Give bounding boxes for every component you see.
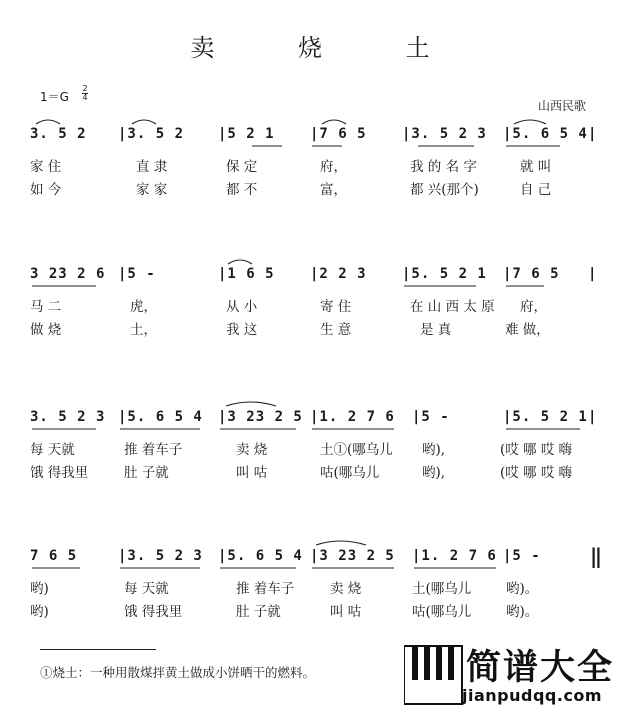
notes-2-3: |1 6 5 [218, 266, 275, 282]
notes-2-4: |2 2 3 [310, 266, 367, 282]
notes-4-3: |5. 6 5 4 [218, 548, 303, 564]
notes-1-2: |3. 5 2 [118, 126, 185, 142]
song-source: 山西民歌 [538, 99, 587, 113]
notes-1-1: 3. 5 2 [30, 126, 87, 142]
lyric-2-2-2: 土， [130, 322, 157, 338]
lyric-4-2-2: 饿 得我里 [124, 604, 183, 620]
notes-3-6: |5. 5 2 1 [503, 409, 588, 425]
lyric-1-2-2: 家 家 [136, 182, 168, 198]
lyric-3-2-1: 饿 得我里 [30, 465, 89, 481]
lyric-3-1-3: 卖 烧 [236, 442, 268, 458]
lyric-3-1-1: 每 天就 [30, 442, 75, 458]
lyric-4-1-5: 土(哪乌儿 [412, 581, 472, 597]
slur [228, 260, 252, 264]
notes-4-1: 7 6 5 [30, 548, 78, 564]
lyric-3-1-6: (哎 哪 哎 嗨 [500, 442, 573, 458]
lyric-4-2-5: 咕(哪乌儿 [412, 604, 472, 620]
lyric-4-1-3: 推 着车子 [236, 581, 295, 597]
lyric-1-1-4: 府， [320, 159, 347, 175]
slur [316, 541, 366, 545]
watermark-brand: 简谱大全 [466, 648, 615, 688]
notes-1-3: |5 2 1 [218, 126, 275, 142]
notes-3-4: |1. 2 7 6 [310, 409, 395, 425]
lyric-4-2-4: 叫 咕 [330, 604, 362, 620]
lyric-1-2-5: 都 兴(那个) [410, 182, 479, 198]
key-signature: 1＝G [40, 90, 69, 104]
lyric-4-1-4: 卖 烧 [330, 581, 362, 597]
lyric-4-1-6: 哟)。 [506, 581, 539, 597]
footnote: ①烧土：一种用散煤拌黄土做成小饼晒干的燃料。 [40, 665, 316, 680]
lyric-2-1-1: 马 二 [30, 299, 62, 315]
lyric-1-1-1: 家 住 [30, 159, 62, 175]
notes-4-2: |3. 5 2 3 [118, 548, 203, 564]
notes-2-2: |5 - [118, 266, 156, 282]
notes-3-5: |5 - [412, 409, 450, 425]
lyric-1-2-1: 如 今 [30, 182, 62, 198]
footnote-divider [40, 649, 156, 650]
lyric-1-1-6: 就 叫 [520, 159, 552, 175]
meter-top: 2 [82, 84, 88, 93]
meter-bottom: 4 [82, 93, 88, 102]
slur [322, 120, 346, 124]
barline-3-end: | [588, 409, 598, 425]
lyric-2-1-4: 寄 住 [320, 299, 352, 315]
watermark-url: jianpudqq.com [462, 686, 603, 705]
notes-4-6: |5 - [503, 548, 541, 564]
song-title: 卖 烧 土 [190, 34, 468, 62]
lyric-4-2-6: 哟)。 [506, 604, 539, 620]
notes-4-5: |1. 2 7 6 [412, 548, 497, 564]
notes-3-1: 3. 5 2 3 [30, 409, 106, 425]
lyric-2-2-5: 是 真 [420, 322, 452, 338]
lyric-1-2-4: 富， [320, 182, 347, 198]
lyric-1-2-3: 都 不 [226, 182, 258, 198]
lyric-3-2-2: 肚 子就 [124, 465, 169, 481]
lyric-2-2-6: 难 做， [505, 322, 550, 338]
lyric-1-2-6: 自 己 [520, 182, 552, 198]
notes-2-1: 3 23 2 6 [30, 266, 106, 282]
lyric-4-1-2: 每 天就 [124, 581, 169, 597]
notes-3-3: |3 23 2 5 [218, 409, 303, 425]
lyric-4-2-3: 肚 子就 [236, 604, 281, 620]
lyric-3-2-5: 哟), [422, 465, 446, 481]
slur [226, 402, 276, 406]
lyric-2-1-6: 府， [520, 299, 547, 315]
notes-2-5: |5. 5 2 1 [402, 266, 487, 282]
lyric-1-1-3: 保 定 [226, 159, 258, 175]
lyric-3-2-4: 咕(哪乌儿 [320, 465, 380, 481]
slur [132, 120, 156, 124]
notes-4-4: |3 23 2 5 [310, 548, 395, 564]
lyric-3-1-5: 哟), [422, 442, 446, 458]
notes-1-5: |3. 5 2 3 [402, 126, 487, 142]
notes-1-4: |7 6 5 [310, 126, 367, 142]
barline-1-end: | [588, 126, 598, 142]
slur [36, 120, 60, 124]
lyric-1-1-2: 直 隶 [136, 159, 168, 175]
lyric-2-2-3: 我 这 [226, 322, 258, 338]
lyric-3-1-4: 土①(哪乌儿 [320, 442, 393, 458]
notes-2-6: |7 6 5 [503, 266, 560, 282]
lyric-1-1-5: 我 的 名 字 [410, 159, 477, 175]
lyric-2-2-1: 做 烧 [30, 322, 62, 338]
lyric-2-1-5: 在 山 西 太 原 [410, 299, 495, 315]
slur [514, 120, 546, 124]
lyric-3-1-2: 推 着车子 [124, 442, 183, 458]
lyric-2-1-3: 从 小 [226, 299, 258, 315]
lyric-3-2-3: 叫 咕 [236, 465, 268, 481]
barline-2-end: | [588, 266, 598, 282]
final-barline: ‖ [590, 544, 604, 568]
lyric-4-2-1: 哟) [30, 604, 49, 620]
lyric-2-1-2: 虎， [130, 299, 157, 315]
lyric-4-1-1: 哟) [30, 581, 49, 597]
notes-3-2: |5. 6 5 4 [118, 409, 203, 425]
lyric-2-2-4: 生 意 [320, 322, 352, 338]
notes-1-6: |5. 6 5 4 [503, 126, 588, 142]
lyric-3-2-6: (哎 哪 哎 嗨 [500, 465, 573, 481]
